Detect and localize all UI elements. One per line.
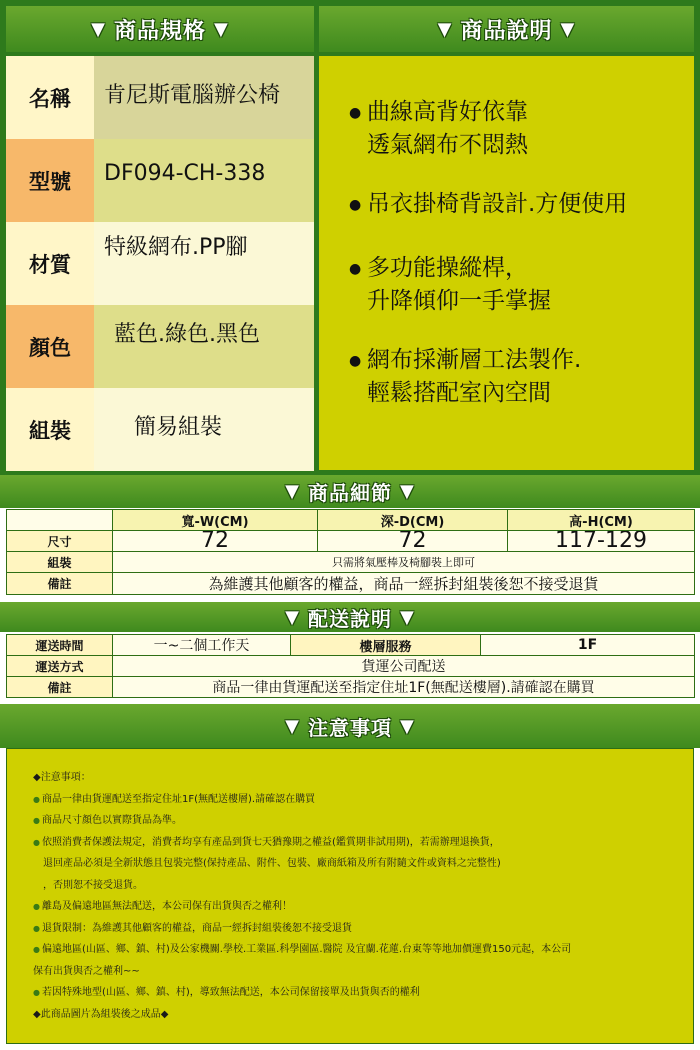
table-row: [7, 656, 695, 677]
row-label: 備註: [7, 677, 113, 698]
triangle-down-icon: ▼: [285, 715, 300, 737]
desc-line: 輕鬆搭配室內空間: [367, 379, 551, 406]
row-label: 尺寸: [7, 531, 113, 552]
column-header: 寬-W(CM): [113, 510, 318, 531]
spec-row: [6, 222, 314, 305]
desc-panel: [319, 56, 694, 470]
bullet-icon: ●: [33, 902, 40, 911]
notice-item-continued: ，否則恕不接受退貨。: [43, 879, 143, 891]
spec-key: 名稱: [6, 56, 94, 139]
notice-item: ● 偏遠地區(山區、鄉、鎮、村)及公家機關.學校.工業區.科學園區.醫院 及宜蘭.花蓮.台東等等地加價運費150元起，本公司: [33, 944, 572, 955]
spec-key: 組裝: [6, 388, 94, 471]
table-cell: [7, 510, 113, 531]
remark-value: 商品一律由貨運配送至指定住址1F(無配送樓層).請確認在購買: [113, 677, 695, 698]
triangle-down-icon: ▼: [437, 18, 453, 40]
notice-title: ◆注意事項：: [33, 772, 91, 783]
notice-item: ● 商品尺寸顏色以實際貨品為準。: [33, 815, 182, 826]
triangle-down-icon: ▼: [400, 606, 415, 628]
spec-key: 顏色: [6, 305, 94, 388]
row-label: 運送時間: [7, 635, 113, 656]
notice-item: ● 商品一律由貨運配送至指定住址1F(無配送樓層).請確認在購買: [33, 793, 316, 805]
spec-key: 材質: [6, 222, 94, 305]
method-value: 貨運公司配送: [113, 656, 695, 677]
bullet-icon: ●: [33, 923, 40, 933]
detail-header-title: 商品細節: [308, 481, 392, 505]
spec-row: [6, 388, 314, 471]
triangle-down-icon: ▼: [285, 606, 300, 628]
notice-item: ● 離島及偏遠地區無法配送，本公司保有出貨與否之權利！: [33, 901, 292, 912]
notice-item-continued: 退回產品必須是全新狀態且包裝完整(保持產品、附件、包裝、廠商紙箱及所有附隨文件或資料之完整性): [43, 858, 501, 869]
row-label: 組裝: [7, 552, 113, 573]
table-row: [7, 573, 695, 595]
spec-panel: [6, 56, 314, 470]
row-label: 運送方式: [7, 656, 113, 677]
desc-line: 吊衣掛椅背設計.方便使用: [367, 191, 628, 217]
triangle-down-icon: ▼: [400, 715, 415, 737]
notice-item: ● 退貨限制：為維護其他顧客的權益，商品一經拆封組裝後恕不接受退貨: [33, 922, 352, 934]
desc-item: ● 網布採漸層工法製作. 輕鬆搭配室內空間: [349, 344, 581, 409]
top-section: [0, 0, 700, 475]
notice-item: ● 依照消費者保護法規定，消費者均享有產品到貨七天猶豫期之權益(鑑賞期非試用期)，若需辦理退換貨，: [33, 836, 500, 848]
triangle-down-icon: ▼: [400, 481, 415, 502]
spec-header: [6, 6, 314, 52]
delivery-header: [0, 602, 700, 632]
desc-header: [319, 6, 694, 52]
table-row: [7, 677, 695, 698]
table-row: [7, 510, 695, 531]
assembly-value: 只需將氣壓棒及椅腳裝上即可: [113, 552, 695, 573]
floor-value: 1F: [481, 635, 695, 656]
desc-line: 多功能操縱桿，: [367, 255, 528, 281]
desc-item: ● 曲線高背好依靠 透氣網布不悶熱: [349, 96, 528, 161]
bullet-icon: ●: [33, 837, 40, 847]
column-header: 深-D(CM): [318, 510, 508, 531]
remark-value: 為維護其他顧客的權益，商品一經拆封組裝後恕不接受退貨: [113, 573, 695, 595]
size-height: 117-129: [508, 531, 695, 552]
spec-row: [6, 139, 314, 222]
row-label: 備註: [7, 573, 113, 595]
triangle-down-icon: ▼: [560, 18, 576, 40]
time-value: 一~二個工作天: [113, 635, 291, 656]
size-depth: 72: [318, 531, 508, 552]
triangle-down-icon: ▼: [214, 18, 229, 40]
detail-header: [0, 475, 700, 508]
notice-header: [0, 704, 700, 748]
table-row: [7, 552, 695, 573]
spec-header-title: 商品規格: [113, 18, 206, 44]
notice-item-continued: 保有出貨與否之權利~~: [33, 965, 140, 977]
spec-row: [6, 56, 314, 139]
spec-value: 簡易組裝: [94, 388, 314, 471]
delivery-header-title: 配送說明: [308, 606, 392, 631]
desc-line: 曲線高背好依靠: [367, 99, 528, 125]
notice-header-title: 注意事項: [308, 715, 392, 740]
bullet-icon: ●: [33, 988, 40, 997]
notice-footer: ◆此商品圖片為組裝後之成品◆: [33, 1008, 169, 1020]
desc-item: ● 吊衣掛椅背設計.方便使用: [349, 191, 628, 217]
spec-value: 藍色.綠色.黑色: [94, 305, 314, 388]
spec-key: 型號: [6, 139, 94, 222]
spec-value: DF094-CH-338: [94, 139, 314, 222]
table-row: [7, 531, 695, 552]
spec-value: 肯尼斯電腦辦公椅: [94, 56, 314, 139]
notice-item: ● 若因特殊地型(山區、鄉、鎮、村)，導致無法配送，本公司保留接單及出貨與否的權利: [33, 987, 420, 998]
triangle-down-icon: ▼: [285, 481, 300, 502]
detail-table: [6, 509, 695, 595]
delivery-table: [6, 634, 695, 698]
table-row: [7, 635, 695, 656]
desc-header-title: 商品說明: [460, 18, 553, 44]
triangle-down-icon: ▼: [91, 18, 106, 40]
desc-line: 透氣網布不悶熱: [367, 131, 528, 158]
column-header: 高-H(CM): [508, 510, 695, 531]
desc-line: 升降傾仰一手掌握: [367, 287, 551, 314]
row-label: 樓層服務: [291, 635, 481, 656]
spec-row: [6, 305, 314, 388]
bullet-icon: ●: [33, 794, 40, 804]
spec-value: 特級網布.PP腳: [94, 222, 314, 305]
desc-line: 網布採漸層工法製作.: [367, 347, 582, 373]
notice-panel: [6, 748, 694, 1044]
bullet-icon: ●: [33, 816, 40, 825]
bullet-icon: ●: [33, 945, 40, 954]
size-width: 72: [113, 531, 318, 552]
desc-item: ● 多功能操縱桿， 升降傾仰一手掌握: [349, 252, 551, 317]
